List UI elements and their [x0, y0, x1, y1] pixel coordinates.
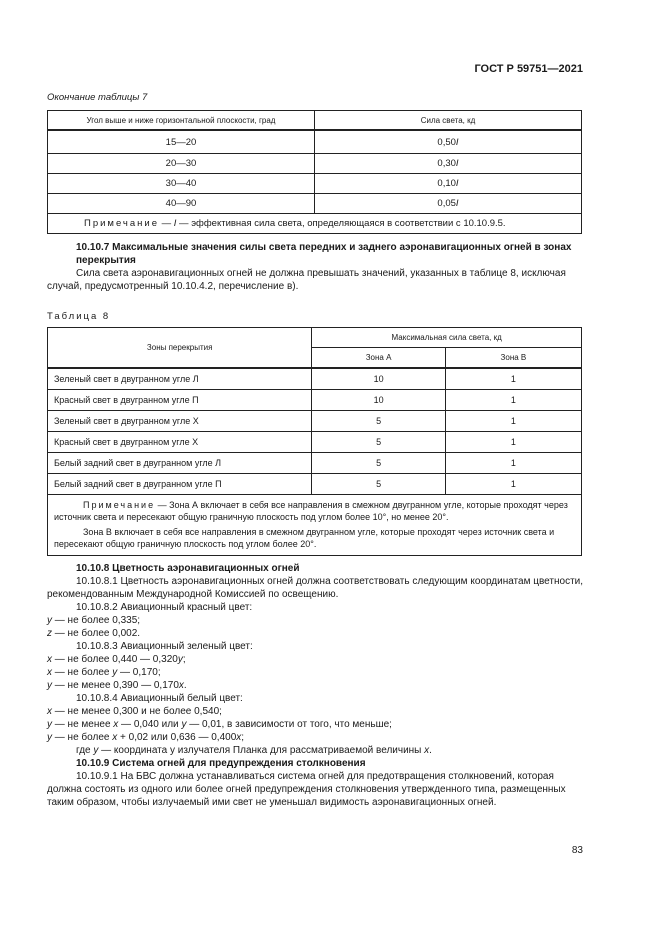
var: y — [177, 654, 183, 665]
var: y — [47, 615, 52, 626]
note-zone-b: Зона В включает в себя все направления в смежном двугранном угле, которые проходят через источник света и пересекают общую граничную плоскость под углом более 20°. — [54, 527, 555, 549]
intensity-cell — [315, 194, 582, 214]
var: x — [113, 719, 119, 730]
text: — 0,040 или — [118, 719, 182, 730]
section-10-10-8-body — [47, 562, 587, 809]
column-header-angle: Угол выше и ниже горизонтальной плоскости, град — [48, 111, 315, 131]
zone-a-cell: 5 — [312, 432, 446, 453]
paragraph-10-10-8-4: 10.10.8.4 Авиационный белый цвет: — [76, 693, 243, 704]
table-header-row — [48, 111, 582, 131]
zone-a-cell: 5 — [312, 411, 446, 432]
table-note — [48, 495, 582, 556]
column-header-zone-a: Зона А — [312, 348, 446, 369]
intensity-unit: I — [455, 158, 459, 169]
zone-b-cell: 1 — [445, 453, 581, 474]
table-row — [48, 453, 582, 474]
paragraph-10-10-8-1: 10.10.8.1 Цветность аэронавигационных огней должна соответствовать следующим координатам цветности, рекомендованным Международной Комиссией по освещению. — [47, 576, 584, 600]
table-note-row — [48, 495, 582, 556]
zone-a-cell: 10 — [312, 368, 446, 390]
white-line-3 — [47, 731, 587, 744]
text: — не более — [52, 667, 113, 678]
paragraph-10-10-8-3: 10.10.8.3 Авиационный зеленый цвет: — [76, 641, 253, 652]
text: ; — [241, 732, 245, 743]
red-z-line — [47, 627, 587, 640]
column-header-intensity: Сила света, кд — [315, 111, 582, 131]
text: — не более 0,335; — [52, 615, 141, 626]
intensity-value: 0,10 — [437, 178, 456, 189]
intensity-cell — [315, 154, 582, 174]
text: — не более — [52, 732, 113, 743]
zone-b-cell: 1 — [445, 474, 581, 495]
white-line-1 — [47, 705, 587, 718]
intensity-unit: I — [455, 136, 459, 148]
var: y — [47, 719, 52, 730]
var: x — [47, 654, 52, 665]
table-8-caption: Таблица 8 — [47, 311, 111, 322]
text: где — [76, 745, 94, 756]
table-row — [48, 154, 582, 174]
note-label: Примечание — [83, 500, 156, 510]
section-heading-10-10-9: 10.10.9 Система огней для предупреждения столкновения — [76, 758, 366, 769]
zone-cell: Белый задний свет в двугранном угле П — [48, 474, 312, 495]
angle-cell: 15—20 — [48, 130, 315, 154]
paragraph-10-10-9-1: 10.10.9.1 На БВС должна устанавливаться система огней для предотвращения столкновений, которая должна состоять из одного или более огней предупреждения столкновения утвержденного типа, размещенных таким образом, чтобы излучаемый ими свет не уменьшал видимость аэронавигационных огней. — [47, 771, 566, 808]
var: z — [47, 628, 52, 639]
note-text-a: — Зона А включает в себя все направления в смежном двугранном угле, которые проходят через источник света и пересекают общую граничную плоскость под углом более 10°, но менее 20°. — [54, 500, 568, 522]
table-header-row — [48, 328, 582, 348]
where-line — [47, 744, 587, 757]
table-7 — [47, 110, 582, 234]
note-label: Примечание — [84, 218, 159, 229]
section-paragraph: Сила света аэронавигационных огней не должна превышать значений, указанных в таблице 8, исключая случай, предусмотренный 10.10.4.2, перечисление в). — [47, 268, 566, 292]
section-heading-10-10-7: 10.10.7 Максимальные значения силы света передних и заднего аэронавигационных огней в зонах перекрытия — [76, 242, 572, 266]
zone-b-cell: 1 — [445, 368, 581, 390]
text: — не менее 0,390 — 0,170 — [52, 680, 179, 691]
zone-cell: Зеленый свет в двугранном угле Х — [48, 411, 312, 432]
zone-cell: Зеленый свет в двугранном угле Л — [48, 368, 312, 390]
text: — координата у излучателя Планка для рассматриваемой величины — [98, 745, 425, 756]
table-note — [48, 214, 582, 234]
column-header-zones: Зоны перекрытия — [48, 328, 312, 369]
green-line-3 — [47, 679, 587, 692]
red-y-line — [47, 614, 587, 627]
intensity-cell — [315, 130, 582, 154]
note-variable: I — [173, 218, 177, 229]
var: y — [47, 732, 52, 743]
white-line-2 — [47, 718, 587, 731]
note-text: — эффективная сила света, определяющаяся в соответствии с 10.10.9.5. — [176, 218, 506, 229]
table-row — [48, 194, 582, 214]
zone-cell: Красный свет в двугранном угле П — [48, 390, 312, 411]
zone-cell: Белый задний свет в двугранном угле Л — [48, 453, 312, 474]
angle-cell: 40—90 — [48, 194, 315, 214]
page-number: 83 — [571, 845, 583, 856]
zone-b-cell: 1 — [445, 432, 581, 453]
table-row — [48, 411, 582, 432]
var: y — [181, 719, 187, 730]
zone-a-cell: 5 — [312, 474, 446, 495]
text: — не более 0,002. — [52, 628, 141, 639]
column-header-zone-b: Зона В — [445, 348, 581, 369]
text: . — [183, 680, 187, 691]
text: — не менее 0,300 и не более 0,540; — [52, 706, 222, 717]
var: y — [93, 745, 99, 756]
text: — не менее — [52, 719, 114, 730]
angle-cell: 20—30 — [48, 154, 315, 174]
table-row — [48, 368, 582, 390]
text: — не более 0,440 — 0,320 — [52, 654, 178, 665]
var: x — [47, 706, 52, 717]
text: ; — [182, 654, 186, 665]
zone-cell: Красный свет в двугранном угле Х — [48, 432, 312, 453]
note-zone-a — [54, 499, 575, 523]
intensity-cell — [315, 174, 582, 194]
var: x — [47, 667, 52, 678]
table-row — [48, 390, 582, 411]
angle-cell: 30—40 — [48, 174, 315, 194]
var: y — [112, 667, 118, 678]
var: y — [47, 680, 52, 691]
var: x — [112, 732, 118, 743]
intensity-unit: I — [455, 198, 459, 209]
text: . — [429, 745, 432, 756]
green-line-2 — [47, 666, 587, 679]
var: x — [236, 732, 242, 743]
zone-a-cell: 10 — [312, 390, 446, 411]
zone-a-cell: 5 — [312, 453, 446, 474]
intensity-value: 0,50 — [437, 136, 456, 148]
table-row — [48, 130, 582, 154]
text: — 0,01, в зависимости от того, что меньше; — [186, 719, 392, 730]
section-heading-10-10-8: 10.10.8 Цветность аэронавигационных огней — [76, 563, 300, 574]
document-code: ГОСТ Р 59751—2021 — [474, 63, 583, 75]
intensity-value: 0,30 — [437, 158, 456, 169]
column-header-max-intensity: Максимальная сила света, кд — [312, 328, 582, 348]
table-7-continuation-caption: Окончание таблицы 7 — [47, 92, 148, 103]
var: x — [178, 680, 184, 691]
note-dash: — — [159, 218, 174, 229]
table-row — [48, 474, 582, 495]
intensity-unit: I — [455, 178, 459, 189]
zone-b-cell: 1 — [445, 411, 581, 432]
text: — 0,170; — [117, 667, 161, 678]
table-row — [48, 432, 582, 453]
table-note-row — [48, 214, 582, 234]
zone-b-cell: 1 — [445, 390, 581, 411]
var: x — [424, 745, 430, 756]
table-row — [48, 174, 582, 194]
green-line-1 — [47, 653, 587, 666]
table-8 — [47, 327, 582, 556]
intensity-value: 0,05 — [437, 198, 456, 209]
paragraph-10-10-8-2: 10.10.8.2 Авиационный красный цвет: — [76, 602, 253, 613]
text: + 0,02 или 0,636 — 0,400 — [117, 732, 237, 743]
